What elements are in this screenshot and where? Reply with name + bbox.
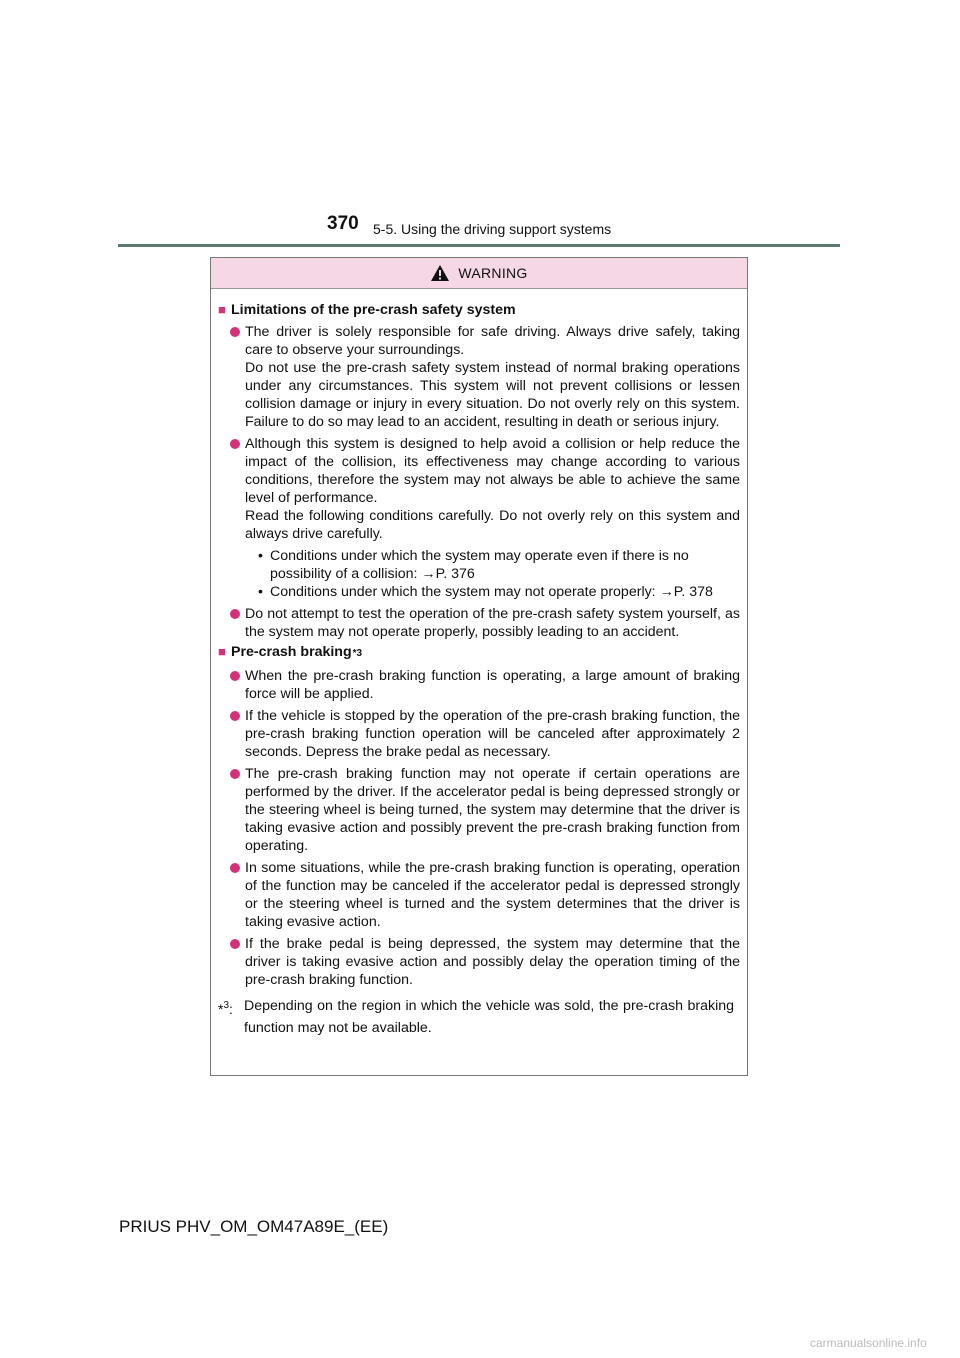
bullet-text: [245, 435, 740, 543]
page-number: 370: [327, 213, 359, 234]
paragraph: The driver is solely responsible for safe driving. Always drive safely, taking care to observe your surroundings.: [245, 324, 740, 358]
square-bullet-icon: ■: [218, 644, 226, 659]
paragraph: If the vehicle is stopped by the operation of the pre-crash braking function, the pre-crash braking function operation will be canceled after approximately 2 seconds. Depress the brake pedal as necessary.: [245, 708, 740, 760]
sub-item-text: Conditions under which the system may operate even if there is no possibility of a collision: →P. 376: [270, 548, 689, 582]
bullet-text: [245, 859, 740, 931]
circle-bullet-icon: [230, 863, 240, 873]
dot-marker: •: [258, 548, 263, 564]
bullet-text: [245, 707, 740, 761]
footnote-star: *: [218, 1001, 224, 1017]
paragraph: Do not use the pre-crash safety system instead of normal braking operations under any circumstances. This system will not prevent collisions or lessen collision damage or injury in every situation. Do not overly rely on this system. Failure to do so may lead to an accident, resulting in death or serious injury.: [245, 360, 740, 430]
bullet-text: [245, 935, 740, 989]
warning-triangle-icon: [430, 264, 450, 282]
circle-bullet-icon: [230, 939, 240, 949]
footnote-mark: [218, 995, 244, 1039]
sub-list-item: [258, 583, 740, 601]
paragraph: Do not attempt to test the operation of the pre-crash safety system yourself, as the system may not operate properly, possibly leading to an accident.: [245, 606, 740, 640]
circle-bullet-icon: [230, 439, 240, 449]
circle-bullet-icon: [230, 671, 240, 681]
warning-label: WARNING: [458, 265, 528, 281]
paragraph: In some situations, while the pre-crash braking function is operating, operation of the function may be canceled if the accelerator pedal is depressed strongly or the steering wheel is turned and the system determines that the driver is taking evasive action.: [245, 860, 740, 930]
section-title: 5-5. Using the driving support systems: [373, 221, 612, 237]
paragraph: The pre-crash braking function may not operate if certain operations are performed by the driver. If the accelerator pedal is being depressed strongly or the steering wheel is being turned, the system may determine that the driver is taking evasive action and possibly prevent the pre-crash braking function from operating.: [245, 766, 740, 854]
bullet-item: [218, 605, 740, 641]
bullet-text: [245, 323, 740, 431]
bullet-item: [218, 935, 740, 989]
footnote-colon: :: [229, 1001, 233, 1017]
sub-list: [258, 547, 740, 601]
bullet-item: [218, 707, 740, 761]
bullet-item: [218, 435, 740, 543]
page-header: [0, 0, 960, 250]
header-divider: [118, 244, 840, 247]
paragraph: Although this system is designed to help avoid a collision or help reduce the impact of the collision, its effectiveness may change according to various conditions, therefore the system may not always be able to achieve the same level of performance.: [245, 436, 740, 506]
bullet-item: [218, 859, 740, 931]
section-heading-text: Limitations of the pre-crash safety system: [231, 302, 516, 318]
document-code: PRIUS PHV_OM_OM47A89E_(EE): [119, 1217, 389, 1236]
square-bullet-icon: ■: [218, 302, 226, 317]
circle-bullet-icon: [230, 769, 240, 779]
footnote-reference: *3: [352, 648, 363, 659]
paragraph: When the pre-crash braking function is operating, a large amount of braking force will be applied.: [245, 668, 740, 702]
watermark: carmanualsonline.info: [810, 1336, 927, 1350]
section-heading-text: Pre-crash braking: [231, 644, 352, 660]
warning-box: [210, 257, 748, 1076]
section-heading: [218, 643, 740, 663]
footnote: [218, 995, 740, 1039]
warning-header: [211, 258, 747, 289]
sub-item-text: Conditions under which the system may not operate properly: →P. 378: [270, 584, 713, 600]
paragraph: If the brake pedal is being depressed, the system may determine that the driver is taking evasive action and possibly delay the operation timing of the pre-crash braking function.: [245, 936, 740, 988]
bullet-text: [245, 667, 740, 703]
footnote-number: 3: [223, 1000, 230, 1011]
bullet-text: [245, 605, 740, 641]
dot-marker: •: [258, 584, 263, 600]
circle-bullet-icon: [230, 609, 240, 619]
bullet-item: [218, 765, 740, 855]
bullet-item: [218, 667, 740, 703]
warning-body: [211, 289, 747, 1039]
bullet-text: [245, 765, 740, 855]
sub-list-item: [258, 547, 740, 583]
footnote-text: Depending on the region in which the vehicle was sold, the pre-crash braking function may not be available.: [244, 998, 734, 1036]
paragraph: Read the following conditions carefully. Do not overly rely on this system and always drive carefully.: [245, 508, 740, 542]
circle-bullet-icon: [230, 327, 240, 337]
section-heading: [218, 301, 740, 319]
bullet-item: [218, 323, 740, 431]
circle-bullet-icon: [230, 711, 240, 721]
